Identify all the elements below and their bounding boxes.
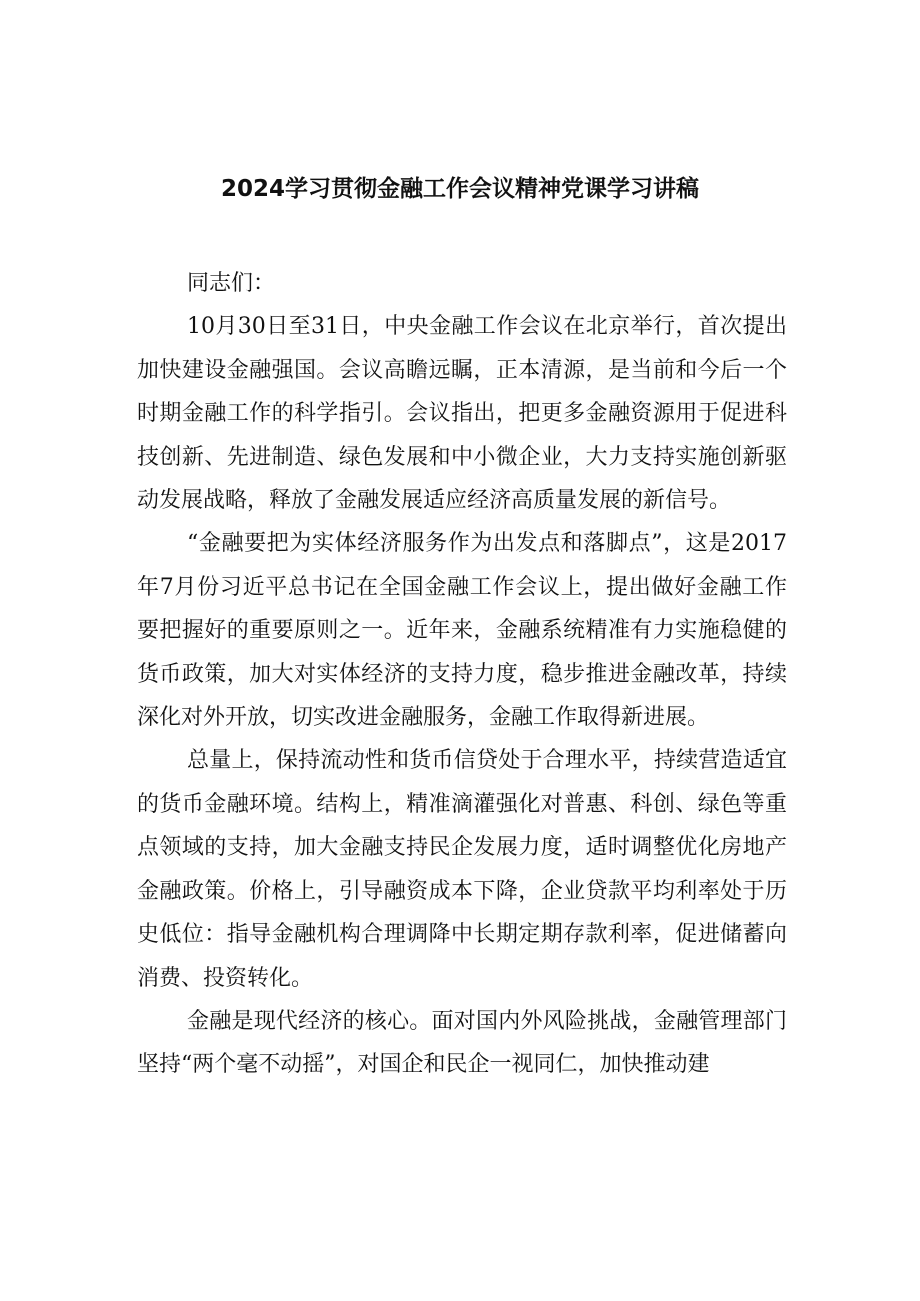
paragraph-1: 10月30日至31日，中央金融工作会议在北京举行，首次提出加快建设金融强国。会议高瞻远瞩，正本清源，是当前和今后一个时期金融工作的科学指引。会议指出，把更多金融资源用于促进科技创新、先进制造、绿色发展和中小微企业，大力支持实施创新驱动发展战略，释放了金融发展适应经济高质量发展的新信号。: [137, 314, 787, 514]
salutation: 同志们：: [187, 271, 276, 296]
paragraph-3: 总量上，保持流动性和货币信贷处于合理水平，持续营造适宜的货币金融环境。结构上，精准滴灌强化对普惠、科创、绿色等重点领域的支持，加大金融支持民企发展力度，适时调整优化房地产金融政策。价格上，引导融资成本下降，企业贷款平均利率处于历史低位：指导金融机构合理调降中长期定期存款利率，促进储蓄向消费、投资转化。: [137, 748, 787, 991]
paragraph-2: “金融要把为实体经济服务作为出发点和落脚点”，这是2017年7月份习近平总书记在全国金融工作会议上，提出做好金融工作要把握好的重要原则之一。近年来，金融系统精准有力实施稳健的货币政策，加大对实体经济的支持力度，稳步推进金融改革，持续深化对外开放，切实改进金融服务，金融工作取得新进展。: [137, 531, 787, 731]
document-body: [137, 262, 787, 1087]
paragraph-4: 金融是现代经济的核心。面对国内外风险挑战，金融管理部门坚持“两个毫不动摇”，对国企和民企一视同仁，加快推动建: [137, 1008, 787, 1078]
document-title: 2024学习贯彻金融工作会议精神党课学习讲稿: [220, 176, 699, 202]
